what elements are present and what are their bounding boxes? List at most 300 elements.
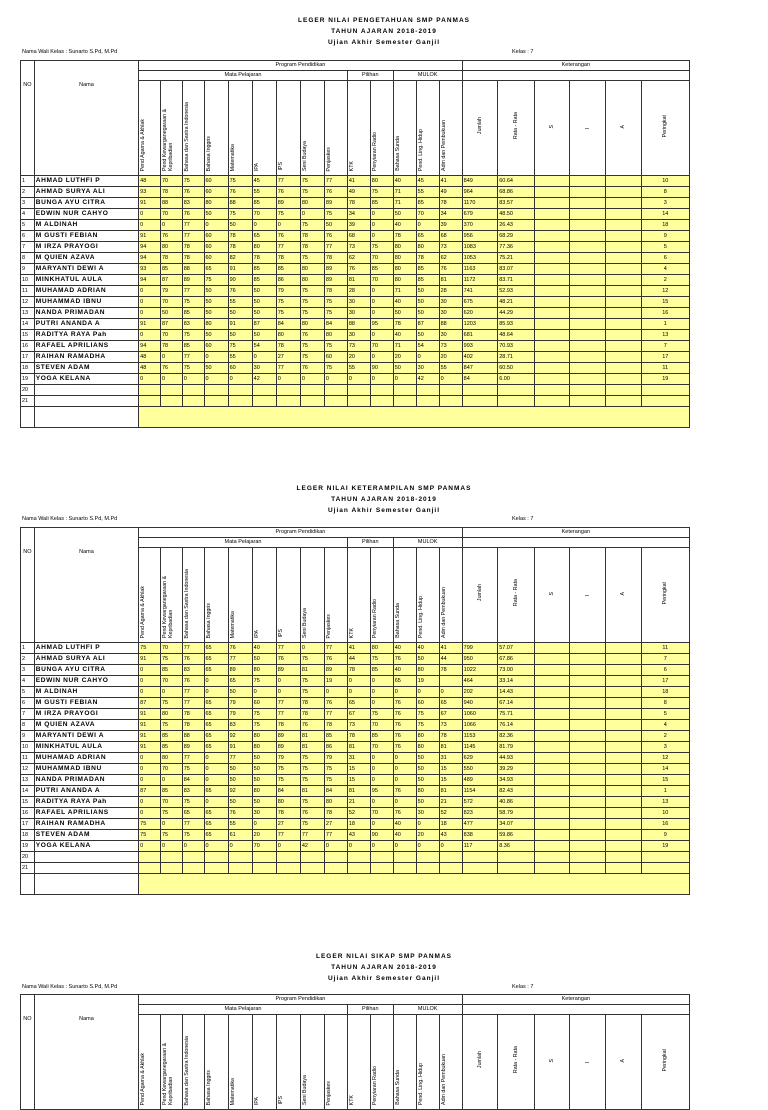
grade-cell [570, 363, 606, 374]
grade-cell: 50 [416, 297, 439, 308]
grade-cell: 76 [228, 187, 252, 198]
keterangan-header: Keterangan [462, 61, 689, 71]
column-label: Jumlah [476, 117, 483, 135]
grade-cell [570, 797, 606, 808]
grade-cell: 75 [300, 187, 324, 198]
grade-cell [570, 720, 606, 731]
grade-cell [606, 363, 642, 374]
filler-yellow [139, 874, 690, 895]
grade-cell: 0 [139, 775, 161, 786]
mulok-header: MULOK [393, 1005, 462, 1015]
column-label: Penyiaran Radio [371, 131, 378, 171]
grade-cell: 15 [347, 764, 370, 775]
grade-cell: 30 [439, 330, 462, 341]
grade-cell: 60 [252, 698, 276, 709]
grade-cell: 65 [204, 830, 228, 841]
grade-cell: 19 [641, 841, 689, 852]
grade-cell [534, 852, 570, 863]
grade-cell: 1 [641, 786, 689, 797]
grade-cell [570, 187, 606, 198]
grade-cell: 0 [300, 643, 324, 654]
column-header [347, 81, 370, 176]
column-label: A [620, 592, 627, 596]
column-label: Pend. Ling. Hidup [417, 595, 424, 638]
mapel-header: Mata Pelajaran [139, 71, 348, 81]
student-name: RADITYA RAYA Pah [34, 797, 138, 808]
grade-cell: 55 [347, 363, 370, 374]
grade-cell: 76 [276, 187, 300, 198]
grade-cell [324, 852, 347, 863]
table-row [21, 396, 690, 407]
grade-cell: 70 [160, 797, 182, 808]
grade-cell: 77 [324, 643, 347, 654]
grade-cell: 40 [393, 176, 416, 187]
column-header [324, 1015, 347, 1110]
row-no: 7 [21, 709, 35, 720]
keterangan-sub [462, 538, 689, 548]
student-name: MUHAMMAD IBNU [34, 764, 138, 775]
table-row [21, 731, 690, 742]
grade-cell: 75 [324, 308, 347, 319]
grade-cell: 0 [182, 374, 204, 385]
grade-cell: 76 [393, 709, 416, 720]
grade-cell: 75 [228, 209, 252, 220]
student-name: BUNGA AYU CITRA [34, 665, 138, 676]
grade-cell: 65 [204, 819, 228, 830]
grade-cell [204, 396, 228, 407]
grade-cell: 87 [252, 319, 276, 330]
table-row [21, 720, 690, 731]
grade-cell: 55 [439, 363, 462, 374]
grade-cell: 95 [370, 319, 393, 330]
grade-cell: 30 [252, 808, 276, 819]
filler-cell [34, 874, 138, 895]
grade-cell: 78 [276, 808, 300, 819]
grade-cell: 42 [416, 374, 439, 385]
column-header [439, 548, 462, 643]
student-name: MARYANTI DEWI A [34, 264, 138, 275]
grade-cell [534, 676, 570, 687]
grade-cell [534, 863, 570, 874]
column-label: Pend Agama & Akhlak [140, 585, 147, 638]
table-row [21, 841, 690, 852]
grade-cell: 0 [370, 841, 393, 852]
grade-cell: 85.93 [498, 319, 535, 330]
grade-cell: 78 [182, 253, 204, 264]
grade-cell: 0 [347, 687, 370, 698]
grade-cell: 75 [276, 775, 300, 786]
grade-cell: 50 [252, 775, 276, 786]
table-row [21, 176, 690, 187]
grade-cell: 60 [416, 698, 439, 709]
column-header [347, 548, 370, 643]
grade-cell: 65 [204, 654, 228, 665]
grade-cell: 30 [347, 330, 370, 341]
grade-cell: 0 [370, 209, 393, 220]
grade-cell [370, 385, 393, 396]
grade-cell: 81 [439, 275, 462, 286]
grade-cell: 42 [252, 374, 276, 385]
grade-cell: 62 [347, 253, 370, 264]
column-label: IPA [253, 1096, 260, 1105]
sheet-title: LEGER NILAI PENGETAHUAN SMP PANMAS [298, 17, 470, 24]
grade-cell: 21 [439, 797, 462, 808]
col-no-header: NO [21, 528, 35, 643]
grade-cell [606, 176, 642, 187]
grade-cell: 90 [370, 830, 393, 841]
grade-cell: 85 [182, 341, 204, 352]
grade-cell: 1066 [462, 720, 498, 731]
student-name: M QUIEN AZAVA [34, 253, 138, 264]
grade-cell [606, 341, 642, 352]
grade-cell: 50 [393, 308, 416, 319]
grade-cell [204, 863, 228, 874]
table-row [21, 198, 690, 209]
grade-cell: 27 [324, 819, 347, 830]
grade-cell: 75 [370, 242, 393, 253]
sheet-year: TAHUN AJARAN 2018-2019 [331, 496, 437, 503]
student-name: MINKHATUL AULA [34, 742, 138, 753]
grade-cell [570, 808, 606, 819]
grade-cell: 80 [300, 264, 324, 275]
mulok-header: MULOK [393, 71, 462, 81]
grade-cell: 75 [160, 654, 182, 665]
column-header [204, 1015, 228, 1110]
grade-cell: 0 [370, 698, 393, 709]
column-header [370, 1015, 393, 1110]
grade-cell: 18 [641, 220, 689, 231]
grade-cell [534, 819, 570, 830]
grade-cell: 464 [462, 676, 498, 687]
grade-cell [606, 643, 642, 654]
grade-cell: 84 [276, 786, 300, 797]
grade-cell [462, 852, 498, 863]
grade-cell [439, 396, 462, 407]
grade-cell: 95 [370, 786, 393, 797]
grade-cell [570, 654, 606, 665]
grade-cell: 80 [324, 797, 347, 808]
table-row [21, 253, 690, 264]
grade-cell: 75 [160, 720, 182, 731]
grade-table [20, 527, 690, 895]
grade-cell: 77 [228, 753, 252, 764]
grade-cell: 0 [370, 330, 393, 341]
grade-cell: 77 [182, 231, 204, 242]
grade-cell [606, 753, 642, 764]
row-no: 17 [21, 819, 35, 830]
table-row [21, 797, 690, 808]
row-no: 12 [21, 297, 35, 308]
grade-cell: 76 [182, 209, 204, 220]
grade-cell: 0 [370, 775, 393, 786]
grade-cell: 77 [182, 286, 204, 297]
grade-cell: 77 [228, 654, 252, 665]
grade-cell [606, 863, 642, 874]
grade-cell: 50 [393, 209, 416, 220]
column-header [252, 548, 276, 643]
table-row [21, 297, 690, 308]
column-header [570, 81, 606, 176]
grade-cell: 28 [347, 286, 370, 297]
grade-cell: 40 [393, 830, 416, 841]
student-name: RAIHAN RAMADHA [34, 819, 138, 830]
grade-cell: 40 [416, 643, 439, 654]
kelas-label: Kelas : 7 [512, 984, 534, 990]
grade-cell: 91 [139, 709, 161, 720]
grade-cell: 30 [252, 363, 276, 374]
grade-cell: 76 [228, 808, 252, 819]
grade-cell: 0 [139, 374, 161, 385]
grade-cell [534, 341, 570, 352]
grade-cell [534, 797, 570, 808]
grade-cell: 75 [370, 654, 393, 665]
grade-cell: 84 [276, 319, 300, 330]
grade-cell: 0 [204, 687, 228, 698]
table-row [21, 374, 690, 385]
column-label: IPA [253, 629, 260, 638]
grade-cell: 77 [276, 698, 300, 709]
student-name: M ALDINAH [34, 687, 138, 698]
grade-cell: 10 [641, 176, 689, 187]
grade-cell: 80 [324, 330, 347, 341]
grade-cell [606, 297, 642, 308]
grade-cell: 0 [324, 687, 347, 698]
grade-cell [570, 775, 606, 786]
grade-cell: 88 [439, 319, 462, 330]
grade-cell [439, 852, 462, 863]
grade-cell: 50 [324, 220, 347, 231]
grade-cell: 75 [276, 764, 300, 775]
grade-cell: 76 [393, 720, 416, 731]
grade-cell: 81 [300, 786, 324, 797]
column-label: Penjaskes [325, 613, 332, 638]
grade-cell: 0 [139, 753, 161, 764]
grade-cell: 85 [416, 198, 439, 209]
column-label: Penjaskes [325, 146, 332, 171]
column-label: Adm dan Pembukuan [440, 587, 447, 638]
grade-cell [182, 385, 204, 396]
sheet-title: LEGER NILAI SIKAP SMP PANMAS [316, 953, 452, 960]
grade-cell: 77 [324, 176, 347, 187]
program-header: Program Pendidikan [139, 61, 463, 71]
grade-cell [534, 352, 570, 363]
grade-cell [570, 264, 606, 275]
grade-cell [139, 385, 161, 396]
row-no: 5 [21, 687, 35, 698]
grade-cell: 0 [416, 687, 439, 698]
grade-cell [570, 819, 606, 830]
grade-cell [606, 830, 642, 841]
grade-cell [606, 698, 642, 709]
grade-cell: 27 [276, 352, 300, 363]
grade-cell: 87 [160, 319, 182, 330]
grade-cell: 80 [252, 665, 276, 676]
grade-cell: 0 [393, 764, 416, 775]
grade-cell [534, 363, 570, 374]
grade-cell: 8 [641, 698, 689, 709]
column-label: IPA [253, 162, 260, 171]
column-header [370, 548, 393, 643]
grade-cell: 75 [300, 308, 324, 319]
grade-cell: 0 [276, 841, 300, 852]
grade-cell: 21 [347, 797, 370, 808]
column-header [139, 1015, 161, 1110]
grade-cell: 70 [160, 764, 182, 775]
grade-cell: 5 [641, 242, 689, 253]
grade-cell: 0 [416, 841, 439, 852]
grade-cell: 1153 [462, 731, 498, 742]
grade-cell: 78 [182, 709, 204, 720]
grade-cell: 50 [393, 363, 416, 374]
grade-cell: 67.14 [498, 698, 535, 709]
grade-cell [182, 863, 204, 874]
grade-cell: 92 [228, 731, 252, 742]
column-header [462, 548, 498, 643]
grade-cell: 78 [324, 720, 347, 731]
grade-cell: 91 [139, 198, 161, 209]
column-label: Bahasa Inggris [205, 1069, 212, 1105]
grade-cell: 6 [641, 665, 689, 676]
grade-cell: 0 [252, 687, 276, 698]
student-name: MUHAMAD ADRIAN [34, 286, 138, 297]
grade-cell [416, 852, 439, 863]
grade-cell [534, 264, 570, 275]
grade-cell: 34 [439, 209, 462, 220]
grade-cell: 940 [462, 698, 498, 709]
column-header [416, 81, 439, 176]
grade-cell [606, 209, 642, 220]
grade-cell [641, 396, 689, 407]
grade-cell: 75 [324, 341, 347, 352]
grade-cell: 52.93 [498, 286, 535, 297]
grade-cell: 681 [462, 330, 498, 341]
grade-cell: 43 [439, 830, 462, 841]
grade-cell [276, 852, 300, 863]
grade-cell: 75 [182, 330, 204, 341]
grade-cell [439, 385, 462, 396]
grade-cell: 77 [182, 698, 204, 709]
column-label: Peringkat [662, 581, 669, 605]
grade-cell [300, 396, 324, 407]
grade-cell: 91 [139, 731, 161, 742]
grade-cell: 85 [276, 264, 300, 275]
grade-cell: 0 [204, 220, 228, 231]
grade-cell [606, 308, 642, 319]
grade-cell: 60 [204, 341, 228, 352]
grade-cell: 85 [252, 264, 276, 275]
column-label: Penyiaran Radio [371, 598, 378, 638]
grade-cell: 7 [641, 654, 689, 665]
grade-cell: 50 [228, 797, 252, 808]
grade-cell [606, 665, 642, 676]
grade-cell: 6 [641, 253, 689, 264]
grade-cell: 1203 [462, 319, 498, 330]
grade-cell: 75 [324, 209, 347, 220]
column-header [393, 81, 416, 176]
grade-cell: 741 [462, 286, 498, 297]
grade-cell: 17 [641, 676, 689, 687]
grade-cell: 0 [393, 841, 416, 852]
grade-cell [570, 352, 606, 363]
grade-cell: 15 [641, 297, 689, 308]
grade-cell: 0 [370, 220, 393, 231]
grade-cell: 78 [347, 731, 370, 742]
grade-cell: 90 [228, 275, 252, 286]
table-row [21, 330, 690, 341]
grade-cell [570, 374, 606, 385]
grade-cell: 629 [462, 753, 498, 764]
column-label: A [620, 125, 627, 129]
grade-cell: 80 [204, 198, 228, 209]
table-row [21, 665, 690, 676]
grade-cell: 84 [324, 319, 347, 330]
grade-cell: 30 [416, 808, 439, 819]
grade-cell [534, 242, 570, 253]
table-row [21, 308, 690, 319]
grade-cell: 75 [300, 253, 324, 264]
grade-cell: 94 [139, 341, 161, 352]
table-row [21, 676, 690, 687]
table-row [21, 742, 690, 753]
grade-cell: 964 [462, 187, 498, 198]
grade-cell: 75 [370, 187, 393, 198]
grade-cell: 78 [393, 231, 416, 242]
grade-cell [606, 374, 642, 385]
grade-cell: 70 [160, 676, 182, 687]
grade-cell: 77 [182, 352, 204, 363]
student-name: MINKHATUL AULA [34, 275, 138, 286]
grade-cell: 76 [228, 286, 252, 297]
grade-cell: 80 [416, 731, 439, 742]
column-header [498, 548, 535, 643]
column-label: Adm dan Pembukuan [440, 120, 447, 171]
grade-cell: 0 [160, 819, 182, 830]
grade-cell: 78 [439, 665, 462, 676]
grade-cell: 30 [347, 297, 370, 308]
grade-cell: 75 [370, 709, 393, 720]
grade-cell: 48.64 [498, 330, 535, 341]
grade-cell: 44 [439, 654, 462, 665]
column-header [606, 1015, 642, 1110]
column-header [498, 1015, 535, 1110]
table-row [21, 319, 690, 330]
grade-cell: 48 [139, 352, 161, 363]
col-no-header: NO [21, 995, 35, 1110]
grade-cell [641, 852, 689, 863]
grade-cell: 20 [416, 830, 439, 841]
grade-cell: 85 [160, 731, 182, 742]
grade-cell: 18 [439, 819, 462, 830]
grade-cell: 77 [324, 242, 347, 253]
grade-cell: 73 [439, 341, 462, 352]
column-label: A [620, 1059, 627, 1063]
grade-cell: 75 [300, 797, 324, 808]
grade-cell: 65 [393, 676, 416, 687]
grade-cell: 83 [182, 198, 204, 209]
column-label: Bahasa dan Sastra Indonesia [183, 568, 190, 638]
grade-cell: 78 [347, 665, 370, 676]
grade-cell: 76 [393, 698, 416, 709]
grade-cell: 0 [416, 352, 439, 363]
grade-cell: 60.64 [498, 176, 535, 187]
grade-cell: 50 [228, 775, 252, 786]
grade-cell: 50 [416, 753, 439, 764]
grade-cell: 30 [439, 297, 462, 308]
grade-cell [570, 841, 606, 852]
grade-cell: 70 [160, 330, 182, 341]
grade-cell: 799 [462, 643, 498, 654]
student-name: RAFAEL APRILIANS [34, 341, 138, 352]
